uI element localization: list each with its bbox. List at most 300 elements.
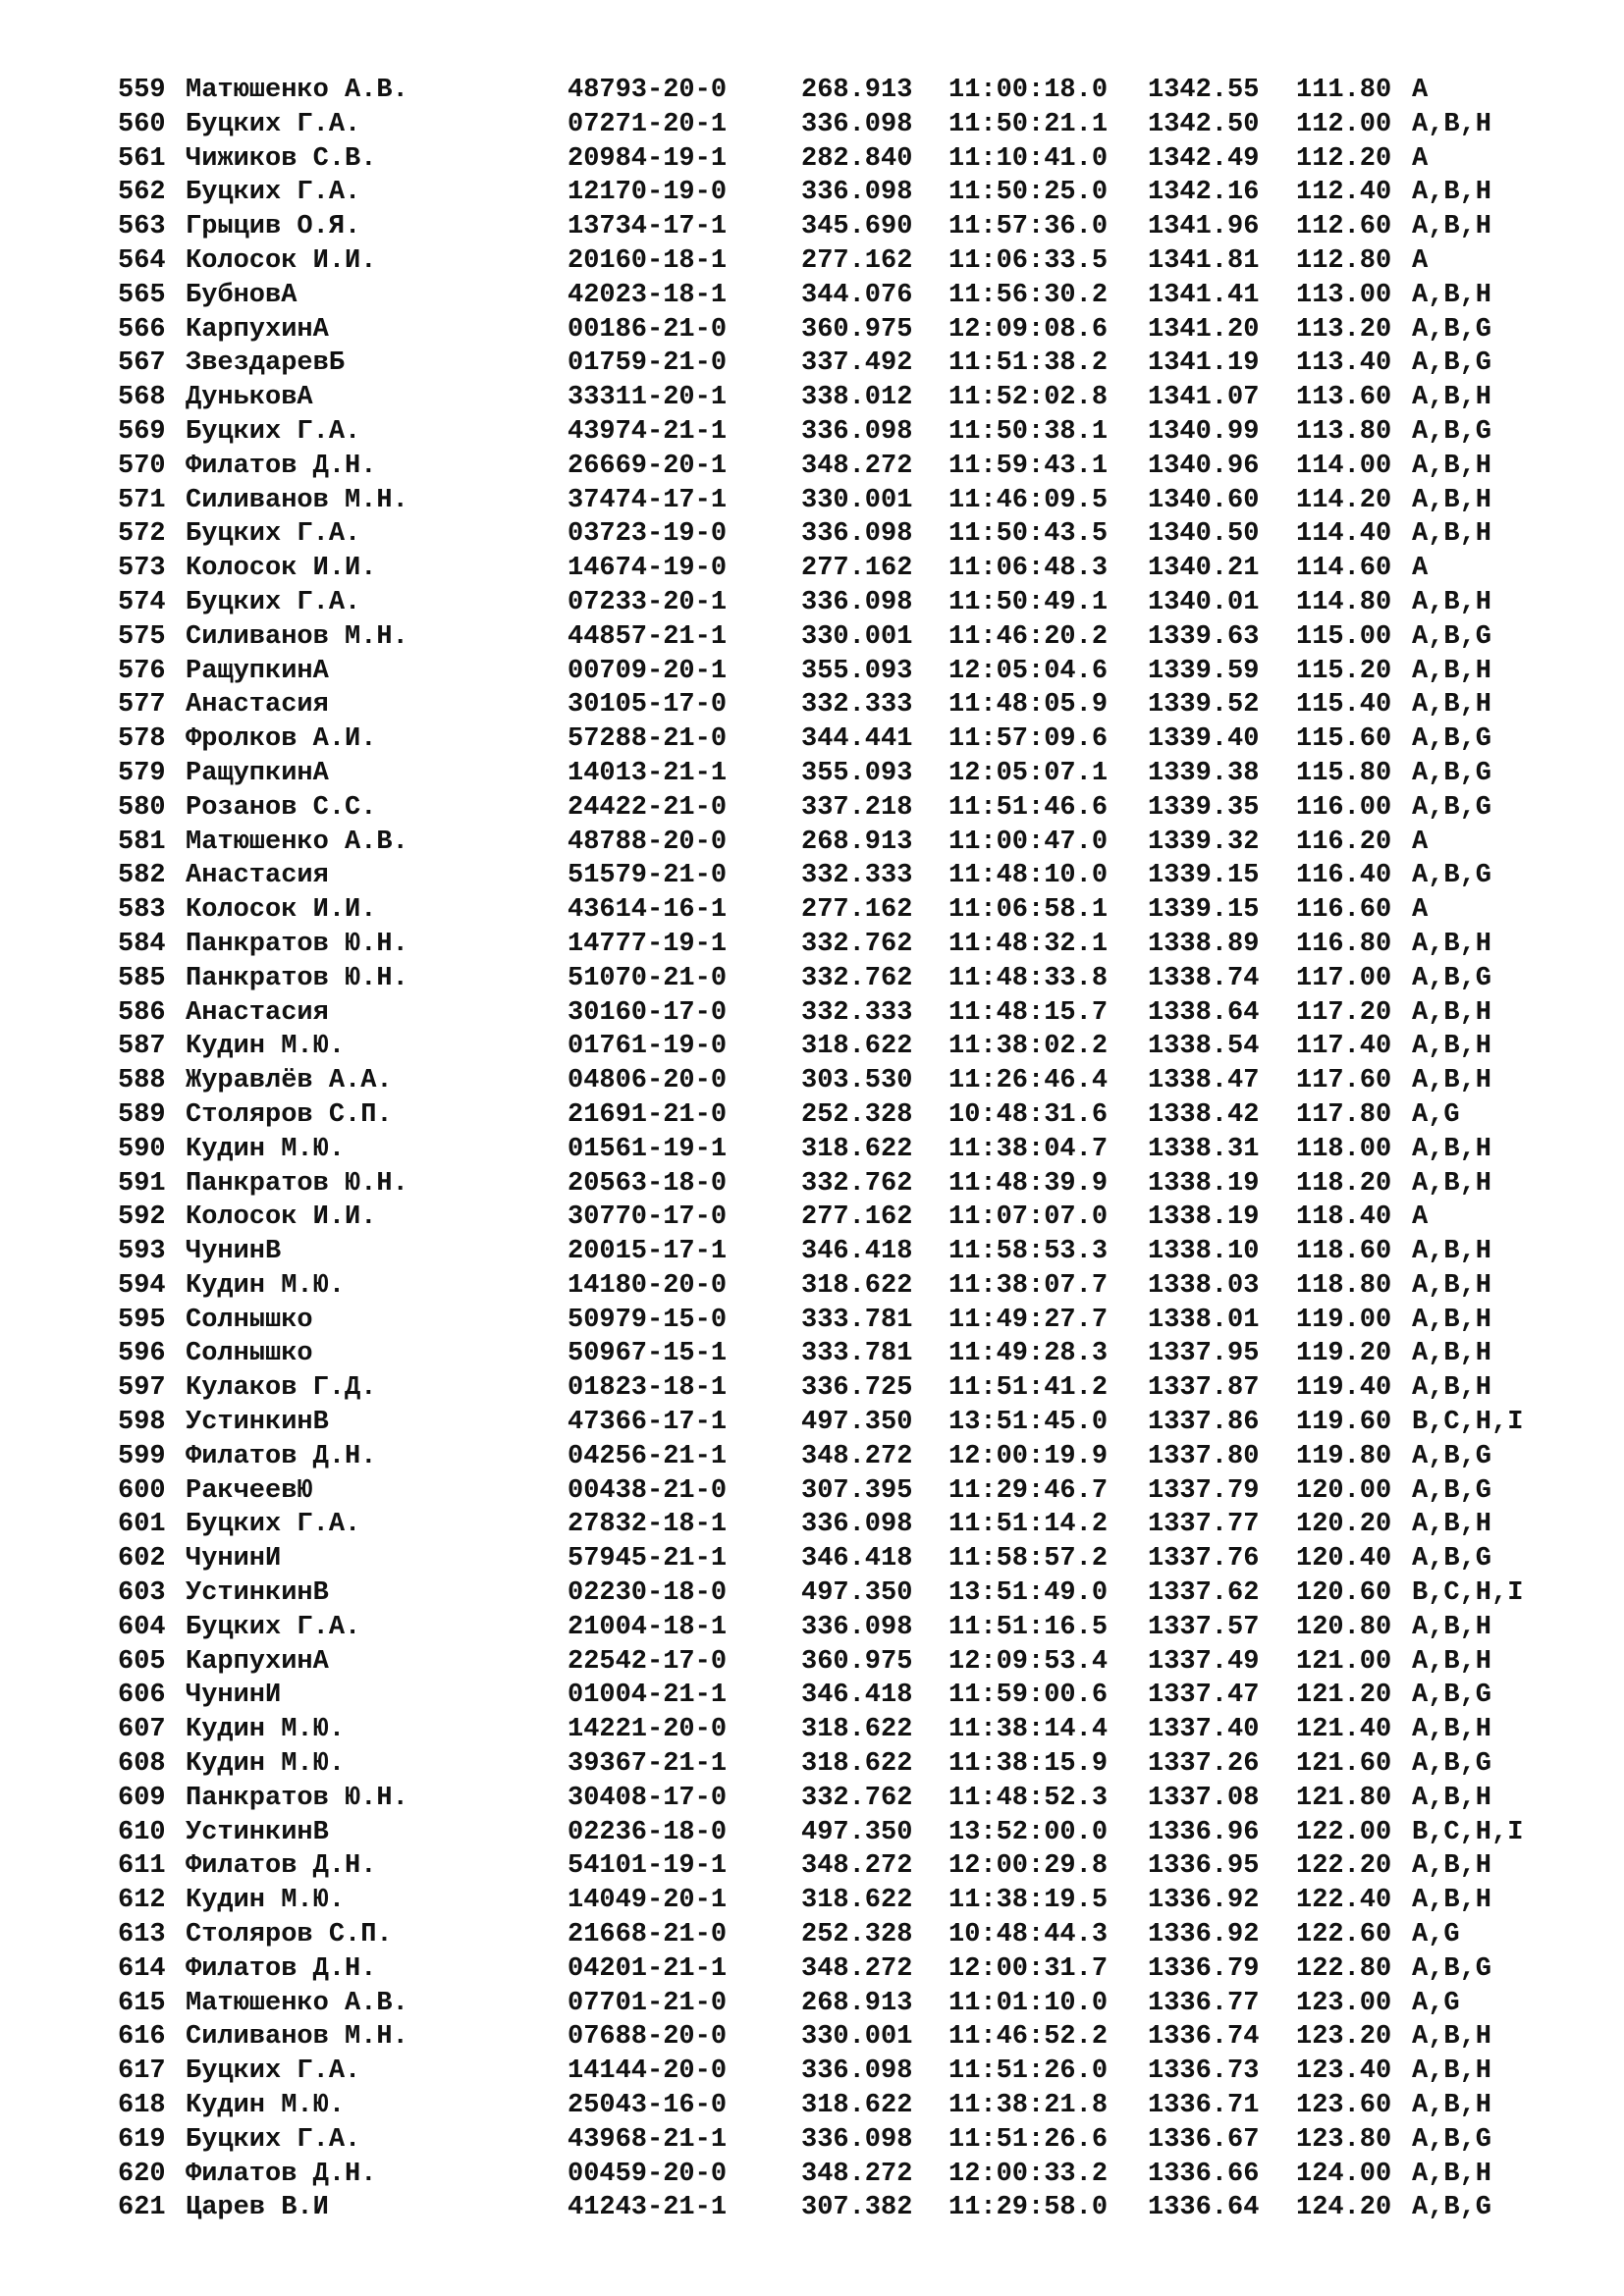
participant-name: РакчеевЮ — [186, 1475, 313, 1506]
points-value: 120.20 — [1296, 1510, 1392, 1540]
ring-id: 42023-18-1 — [568, 280, 728, 310]
speed-value: 1339.38 — [1148, 758, 1260, 788]
category-flags: A,B,G — [1412, 1544, 1492, 1575]
table-row — [118, 1816, 1571, 1850]
category-flags: A,B,G — [1412, 861, 1492, 891]
category-flags: A,B,H — [1412, 2022, 1492, 2053]
participant-name: Буцких Г.А. — [186, 2056, 361, 2087]
category-flags: A,B,G — [1412, 758, 1492, 788]
speed-value: 1336.79 — [1148, 1953, 1260, 1984]
speed-value: 1341.07 — [1148, 383, 1260, 413]
category-flags: A,B,G — [1412, 724, 1492, 755]
points-value: 116.20 — [1296, 827, 1392, 857]
arrival-time: 11:59:43.1 — [948, 451, 1109, 481]
table-row — [118, 859, 1571, 893]
category-flags: A,B,H — [1412, 587, 1492, 617]
points-value: 123.60 — [1296, 2091, 1392, 2121]
speed-value: 1337.79 — [1148, 1475, 1260, 1506]
points-value: 115.60 — [1296, 724, 1392, 755]
participant-name: Филатов Д.Н. — [186, 1441, 377, 1471]
speed-value: 1337.86 — [1148, 1408, 1260, 1438]
table-row — [118, 1098, 1571, 1133]
distance-value: 337.218 — [801, 792, 913, 823]
ring-id: 43614-16-1 — [568, 895, 728, 926]
distance-value: 497.350 — [801, 1408, 913, 1438]
table-row — [118, 1884, 1571, 1918]
distance-value: 348.272 — [801, 1953, 913, 1984]
speed-value: 1338.10 — [1148, 1237, 1260, 1267]
ring-id: 24422-21-0 — [568, 792, 728, 823]
place-number: 594 — [118, 1270, 166, 1301]
place-number: 610 — [118, 1817, 166, 1847]
participant-name: Буцких Г.А. — [186, 109, 361, 139]
speed-value: 1342.49 — [1148, 143, 1260, 174]
category-flags: A,B,H — [1412, 280, 1492, 310]
ring-id: 30770-17-0 — [568, 1202, 728, 1233]
ring-id: 57945-21-1 — [568, 1544, 728, 1575]
ring-id: 47366-17-1 — [568, 1408, 728, 1438]
points-value: 115.40 — [1296, 690, 1392, 721]
participant-name: Кудин М.Ю. — [186, 1032, 346, 1062]
place-number: 602 — [118, 1544, 166, 1575]
category-flags: A,B,H — [1412, 2056, 1492, 2087]
points-value: 112.20 — [1296, 143, 1392, 174]
distance-value: 332.762 — [801, 1783, 913, 1813]
speed-value: 1338.19 — [1148, 1168, 1260, 1199]
speed-value: 1341.96 — [1148, 212, 1260, 242]
ring-id: 01004-21-1 — [568, 1681, 728, 1711]
ring-id: 01823-18-1 — [568, 1373, 728, 1404]
category-flags: B,C,H,I — [1412, 1578, 1524, 1609]
points-value: 116.00 — [1296, 792, 1392, 823]
category-flags: A,B,G — [1412, 792, 1492, 823]
results-table — [118, 74, 1571, 2225]
place-number: 600 — [118, 1475, 166, 1506]
table-row — [118, 1337, 1571, 1371]
arrival-time: 11:29:58.0 — [948, 2193, 1109, 2223]
arrival-time: 11:48:33.8 — [948, 963, 1109, 993]
table-row — [118, 142, 1571, 177]
arrival-time: 11:48:52.3 — [948, 1783, 1109, 1813]
distance-value: 348.272 — [801, 1441, 913, 1471]
points-value: 122.40 — [1296, 1886, 1392, 1916]
table-row — [118, 450, 1571, 484]
participant-name: Буцких Г.А. — [186, 178, 361, 208]
place-number: 605 — [118, 1646, 166, 1677]
speed-value: 1338.64 — [1148, 997, 1260, 1028]
distance-value: 355.093 — [801, 758, 913, 788]
category-flags: A,B,H — [1412, 1168, 1492, 1199]
category-flags: A,B,H — [1412, 1612, 1492, 1642]
speed-value: 1338.47 — [1148, 1066, 1260, 1096]
arrival-time: 11:50:21.1 — [948, 109, 1109, 139]
points-value: 115.80 — [1296, 758, 1392, 788]
participant-name: Силиванов М.Н. — [186, 621, 408, 652]
participant-name: ЧунинИ — [186, 1544, 282, 1575]
arrival-time: 11:26:46.4 — [948, 1066, 1109, 1096]
distance-value: 346.418 — [801, 1544, 913, 1575]
category-flags: B,C,H,I — [1412, 1408, 1524, 1438]
category-flags: A — [1412, 554, 1429, 584]
ring-id: 01761-19-0 — [568, 1032, 728, 1062]
participant-name: Кудин М.Ю. — [186, 1715, 346, 1745]
distance-value: 332.333 — [801, 861, 913, 891]
speed-value: 1336.73 — [1148, 2056, 1260, 2087]
speed-value: 1341.19 — [1148, 348, 1260, 379]
distance-value: 303.530 — [801, 1066, 913, 1096]
category-flags: A,B,G — [1412, 314, 1492, 345]
arrival-time: 11:38:21.8 — [948, 2091, 1109, 2121]
participant-name: Грыцив О.Я. — [186, 212, 361, 242]
points-value: 121.60 — [1296, 1749, 1392, 1780]
ring-id: 03723-19-0 — [568, 519, 728, 550]
speed-value: 1336.77 — [1148, 1988, 1260, 2018]
distance-value: 307.395 — [801, 1475, 913, 1506]
table-row — [118, 996, 1571, 1031]
distance-value: 330.001 — [801, 621, 913, 652]
points-value: 122.60 — [1296, 1920, 1392, 1950]
place-number: 612 — [118, 1886, 166, 1916]
table-row — [118, 1474, 1571, 1509]
table-row — [118, 2055, 1571, 2089]
ring-id: 21004-18-1 — [568, 1612, 728, 1642]
place-number: 565 — [118, 280, 166, 310]
category-flags: A,B,H — [1412, 109, 1492, 139]
distance-value: 277.162 — [801, 554, 913, 584]
participant-name: Панкратов Ю.Н. — [186, 1168, 408, 1199]
participant-name: Журавлёв А.А. — [186, 1066, 393, 1096]
ring-id: 43968-21-1 — [568, 2124, 728, 2155]
distance-value: 268.913 — [801, 76, 913, 105]
points-value: 118.20 — [1296, 1168, 1392, 1199]
participant-name: Панкратов Ю.Н. — [186, 963, 408, 993]
participant-name: Буцких Г.А. — [186, 2124, 361, 2155]
ring-id: 21668-21-0 — [568, 1920, 728, 1950]
speed-value: 1342.16 — [1148, 178, 1260, 208]
participant-name: РащупкинА — [186, 758, 329, 788]
ring-id: 07688-20-0 — [568, 2022, 728, 2053]
category-flags: A — [1412, 1202, 1429, 1233]
ring-id: 51070-21-0 — [568, 963, 728, 993]
speed-value: 1341.81 — [1148, 245, 1260, 276]
points-value: 118.60 — [1296, 1237, 1392, 1267]
points-value: 117.20 — [1296, 997, 1392, 1028]
table-row — [118, 1782, 1571, 1816]
category-flags: A,B,H — [1412, 212, 1492, 242]
category-flags: A,B,G — [1412, 1441, 1492, 1471]
distance-value: 277.162 — [801, 245, 913, 276]
table-row — [118, 1371, 1571, 1406]
category-flags: A — [1412, 245, 1429, 276]
distance-value: 252.328 — [801, 1099, 913, 1130]
arrival-time: 11:38:07.7 — [948, 1270, 1109, 1301]
distance-value: 318.622 — [801, 1886, 913, 1916]
table-row — [118, 1747, 1571, 1782]
table-row — [118, 244, 1571, 279]
participant-name: Кудин М.Ю. — [186, 1749, 346, 1780]
place-number: 574 — [118, 587, 166, 617]
participant-name: Филатов Д.Н. — [186, 2159, 377, 2189]
participant-name: Панкратов Ю.Н. — [186, 1783, 408, 1813]
table-row — [118, 1235, 1571, 1269]
table-row — [118, 2089, 1571, 2123]
distance-value: 497.350 — [801, 1817, 913, 1847]
place-number: 576 — [118, 656, 166, 686]
table-row — [118, 381, 1571, 415]
participant-name: Чижиков С.В. — [186, 143, 377, 174]
participant-name: Анастасия — [186, 861, 329, 891]
ring-id: 48788-20-0 — [568, 827, 728, 857]
points-value: 121.00 — [1296, 1646, 1392, 1677]
distance-value: 268.913 — [801, 1988, 913, 2018]
place-number: 607 — [118, 1715, 166, 1745]
arrival-time: 11:00:18.0 — [948, 76, 1109, 105]
speed-value: 1340.99 — [1148, 416, 1260, 447]
table-row — [118, 2158, 1571, 2192]
table-row — [118, 1167, 1571, 1201]
distance-value: 344.441 — [801, 724, 913, 755]
distance-value: 252.328 — [801, 1920, 913, 1950]
table-row — [118, 1064, 1571, 1098]
speed-value: 1336.92 — [1148, 1886, 1260, 1916]
place-number: 587 — [118, 1032, 166, 1062]
table-row — [118, 1952, 1571, 1987]
arrival-time: 12:09:08.6 — [948, 314, 1109, 345]
category-flags: A,B,H — [1412, 1066, 1492, 1096]
arrival-time: 11:38:15.9 — [948, 1749, 1109, 1780]
table-row — [118, 2191, 1571, 2225]
ring-id: 14144-20-0 — [568, 2056, 728, 2087]
participant-name: Солнышко — [186, 1305, 313, 1335]
points-value: 114.80 — [1296, 587, 1392, 617]
category-flags: A,B,H — [1412, 2091, 1492, 2121]
participant-name: Колосок И.И. — [186, 245, 377, 276]
arrival-time: 11:50:25.0 — [948, 178, 1109, 208]
place-number: 571 — [118, 485, 166, 515]
ring-id: 13734-17-1 — [568, 212, 728, 242]
table-row — [118, 655, 1571, 689]
ring-id: 30408-17-0 — [568, 1783, 728, 1813]
place-number: 619 — [118, 2124, 166, 2155]
table-row — [118, 108, 1571, 142]
points-value: 121.80 — [1296, 1783, 1392, 1813]
speed-value: 1336.96 — [1148, 1817, 1260, 1847]
place-number: 561 — [118, 143, 166, 174]
distance-value: 330.001 — [801, 485, 913, 515]
distance-value: 348.272 — [801, 2159, 913, 2189]
points-value: 115.00 — [1296, 621, 1392, 652]
points-value: 114.60 — [1296, 554, 1392, 584]
category-flags: A — [1412, 143, 1429, 174]
distance-value: 344.076 — [801, 280, 913, 310]
place-number: 599 — [118, 1441, 166, 1471]
category-flags: A,B,H — [1412, 1886, 1492, 1916]
participant-name: Кудин М.Ю. — [186, 1886, 346, 1916]
participant-name: Столяров С.П. — [186, 1099, 393, 1130]
place-number: 591 — [118, 1168, 166, 1199]
table-row — [118, 1918, 1571, 1952]
speed-value: 1337.08 — [1148, 1783, 1260, 1813]
ring-id: 41243-21-1 — [568, 2193, 728, 2223]
ring-id: 57288-21-0 — [568, 724, 728, 755]
place-number: 578 — [118, 724, 166, 755]
category-flags: A,G — [1412, 1988, 1460, 2018]
distance-value: 336.098 — [801, 1510, 913, 1540]
ring-id: 14049-20-1 — [568, 1886, 728, 1916]
points-value: 118.00 — [1296, 1134, 1392, 1164]
points-value: 113.80 — [1296, 416, 1392, 447]
participant-name: РащупкинА — [186, 656, 329, 686]
place-number: 589 — [118, 1099, 166, 1130]
arrival-time: 11:00:47.0 — [948, 827, 1109, 857]
ring-id: 02236-18-0 — [568, 1817, 728, 1847]
participant-name: БубновА — [186, 280, 298, 310]
ring-id: 20160-18-1 — [568, 245, 728, 276]
category-flags: A,B,H — [1412, 1032, 1492, 1062]
category-flags: A,B,H — [1412, 1373, 1492, 1404]
distance-value: 307.382 — [801, 2193, 913, 2223]
participant-name: Кулаков Г.Д. — [186, 1373, 377, 1404]
table-row — [118, 1679, 1571, 1713]
points-value: 113.60 — [1296, 383, 1392, 413]
speed-value: 1340.01 — [1148, 587, 1260, 617]
table-row — [118, 1201, 1571, 1235]
participant-name: КарпухинА — [186, 314, 329, 345]
arrival-time: 11:46:09.5 — [948, 485, 1109, 515]
arrival-time: 11:06:58.1 — [948, 895, 1109, 926]
speed-value: 1338.42 — [1148, 1099, 1260, 1130]
place-number: 593 — [118, 1237, 166, 1267]
place-number: 609 — [118, 1783, 166, 1813]
speed-value: 1341.20 — [1148, 314, 1260, 345]
arrival-time: 13:52:00.0 — [948, 1817, 1109, 1847]
place-number: 617 — [118, 2056, 166, 2087]
distance-value: 333.781 — [801, 1305, 913, 1335]
table-row — [118, 928, 1571, 962]
distance-value: 336.098 — [801, 109, 913, 139]
distance-value: 348.272 — [801, 1851, 913, 1882]
arrival-time: 11:38:14.4 — [948, 1715, 1109, 1745]
category-flags: A,B,G — [1412, 416, 1492, 447]
place-number: 611 — [118, 1851, 166, 1882]
arrival-time: 11:56:30.2 — [948, 280, 1109, 310]
arrival-time: 11:10:41.0 — [948, 143, 1109, 174]
ring-id: 25043-16-0 — [568, 2091, 728, 2121]
speed-value: 1337.76 — [1148, 1544, 1260, 1575]
table-row — [118, 74, 1571, 108]
ring-id: 20984-19-1 — [568, 143, 728, 174]
table-row — [118, 1030, 1571, 1064]
speed-value: 1340.96 — [1148, 451, 1260, 481]
table-row — [118, 1713, 1571, 1747]
table-row — [118, 826, 1571, 860]
speed-value: 1336.74 — [1148, 2022, 1260, 2053]
participant-name: Розанов С.С. — [186, 792, 377, 823]
category-flags: A,B,G — [1412, 2124, 1492, 2155]
participant-name: УстинкинВ — [186, 1817, 329, 1847]
distance-value: 336.098 — [801, 519, 913, 550]
table-row — [118, 1542, 1571, 1576]
place-number: 586 — [118, 997, 166, 1028]
table-row — [118, 757, 1571, 791]
ring-id: 07701-21-0 — [568, 1988, 728, 2018]
place-number: 572 — [118, 519, 166, 550]
place-number: 618 — [118, 2091, 166, 2121]
arrival-time: 11:38:04.7 — [948, 1134, 1109, 1164]
ring-id: 51579-21-0 — [568, 861, 728, 891]
speed-value: 1340.50 — [1148, 519, 1260, 550]
ring-id: 43974-21-1 — [568, 416, 728, 447]
table-row — [118, 279, 1571, 313]
place-number: 596 — [118, 1339, 166, 1369]
ring-id: 04201-21-1 — [568, 1953, 728, 1984]
speed-value: 1339.35 — [1148, 792, 1260, 823]
category-flags: A,G — [1412, 1099, 1460, 1130]
ring-id: 01561-19-1 — [568, 1134, 728, 1164]
place-number: 583 — [118, 895, 166, 926]
distance-value: 336.098 — [801, 1612, 913, 1642]
table-row — [118, 722, 1571, 757]
points-value: 118.40 — [1296, 1202, 1392, 1233]
category-flags: A,B,H — [1412, 997, 1492, 1028]
table-row — [118, 893, 1571, 928]
speed-value: 1338.74 — [1148, 963, 1260, 993]
category-flags: A,B,H — [1412, 1305, 1492, 1335]
arrival-time: 12:00:19.9 — [948, 1441, 1109, 1471]
category-flags: A,B,H — [1412, 1510, 1492, 1540]
arrival-time: 11:51:14.2 — [948, 1510, 1109, 1540]
participant-name: Филатов Д.Н. — [186, 451, 377, 481]
participant-name: Кудин М.Ю. — [186, 2091, 346, 2121]
category-flags: A — [1412, 827, 1429, 857]
distance-value: 277.162 — [801, 895, 913, 926]
arrival-time: 11:46:52.2 — [948, 2022, 1109, 2053]
participant-name: Силиванов М.Н. — [186, 485, 408, 515]
participant-name: Колосок И.И. — [186, 554, 377, 584]
category-flags: A,B,H — [1412, 1646, 1492, 1677]
participant-name: Филатов Д.Н. — [186, 1851, 377, 1882]
ring-id: 14777-19-1 — [568, 929, 728, 959]
points-value: 123.00 — [1296, 1988, 1392, 2018]
speed-value: 1337.87 — [1148, 1373, 1260, 1404]
distance-value: 332.762 — [801, 1168, 913, 1199]
distance-value: 277.162 — [801, 1202, 913, 1233]
participant-name: Кудин М.Ю. — [186, 1134, 346, 1164]
place-number: 585 — [118, 963, 166, 993]
table-row — [118, 1406, 1571, 1440]
speed-value: 1336.67 — [1148, 2124, 1260, 2155]
speed-value: 1338.54 — [1148, 1032, 1260, 1062]
category-flags: A,B,H — [1412, 1783, 1492, 1813]
speed-value: 1338.01 — [1148, 1305, 1260, 1335]
place-number: 577 — [118, 690, 166, 721]
place-number: 579 — [118, 758, 166, 788]
table-row — [118, 2123, 1571, 2158]
arrival-time: 11:51:38.2 — [948, 348, 1109, 379]
participant-name: Филатов Д.Н. — [186, 1953, 377, 1984]
distance-value: 336.098 — [801, 2056, 913, 2087]
distance-value: 333.781 — [801, 1339, 913, 1369]
participant-name: ЧунинИ — [186, 1681, 282, 1711]
arrival-time: 11:51:26.6 — [948, 2124, 1109, 2155]
arrival-time: 11:48:39.9 — [948, 1168, 1109, 1199]
place-number: 564 — [118, 245, 166, 276]
arrival-time: 11:57:36.0 — [948, 212, 1109, 242]
participant-name: Матюшенко А.В. — [186, 76, 408, 105]
participant-name: Буцких Г.А. — [186, 416, 361, 447]
speed-value: 1338.19 — [1148, 1202, 1260, 1233]
speed-value: 1339.32 — [1148, 827, 1260, 857]
